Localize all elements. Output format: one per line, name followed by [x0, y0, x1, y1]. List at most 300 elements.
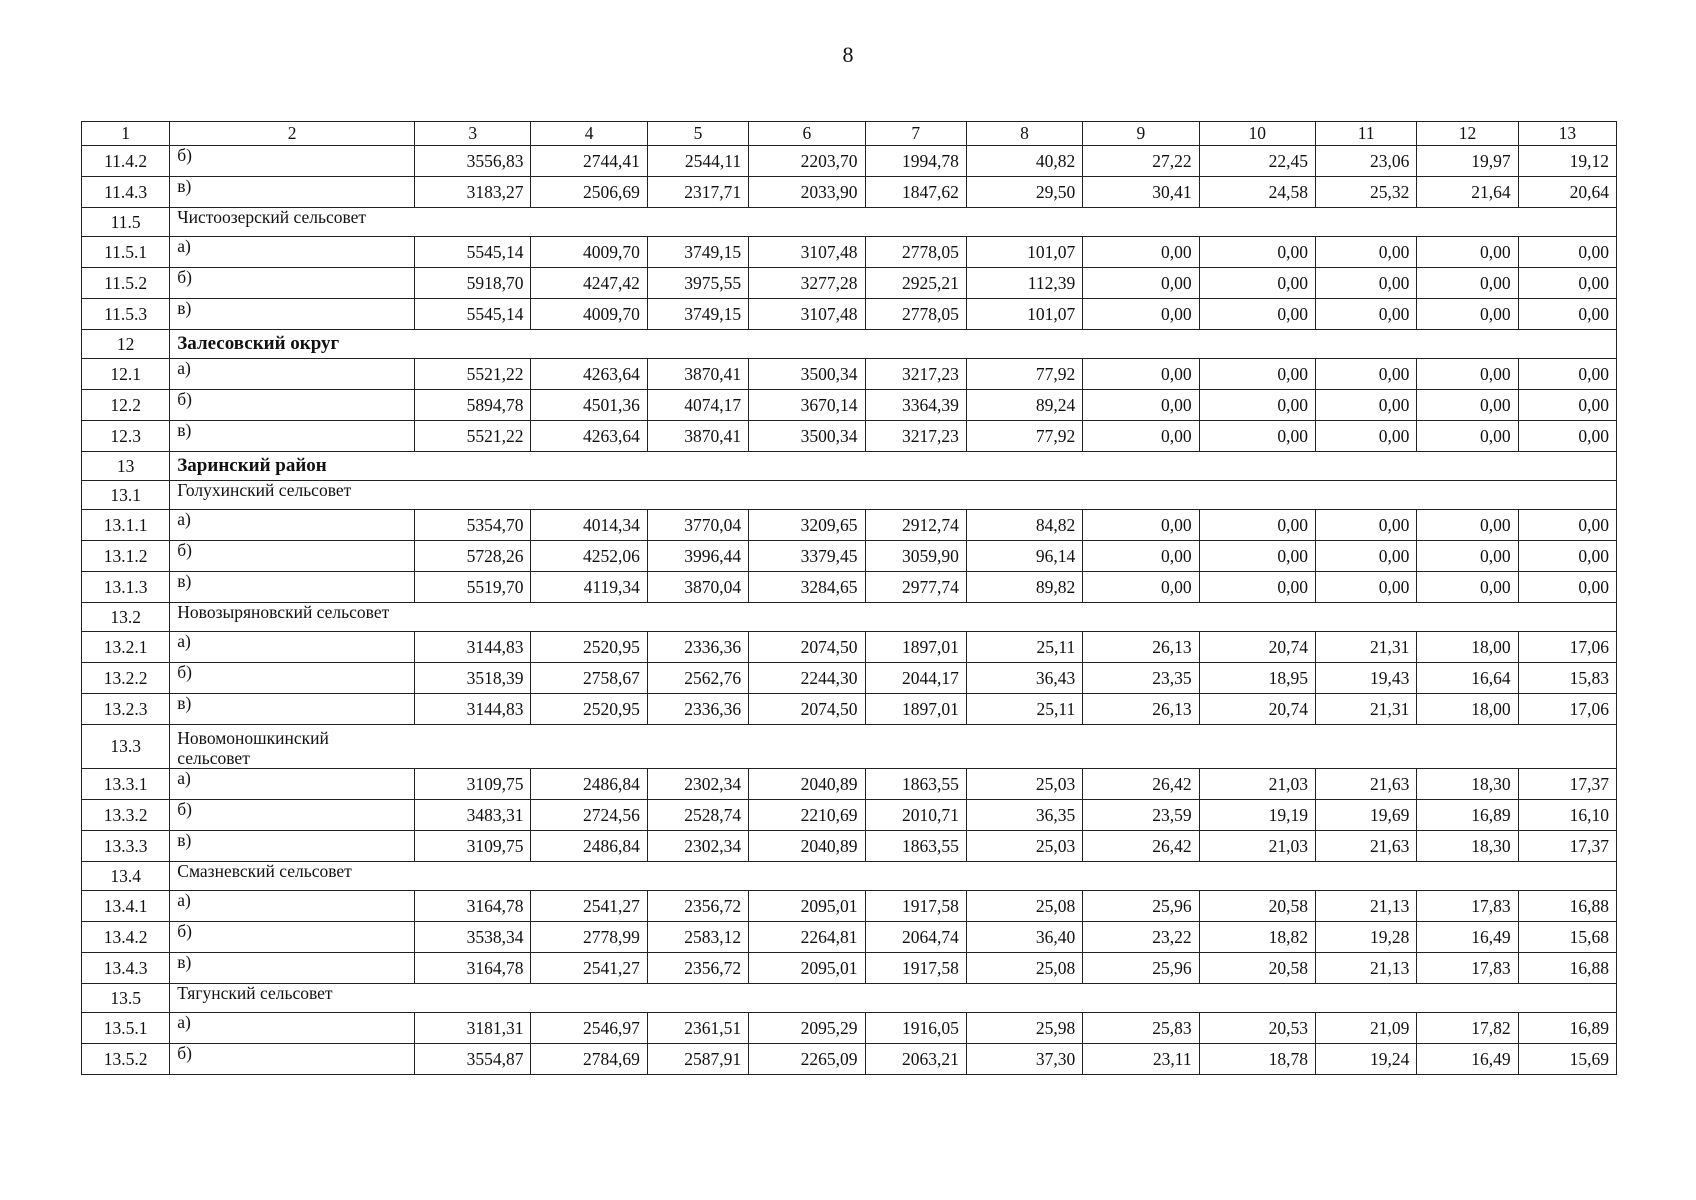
- value-cell: 17,06: [1518, 632, 1616, 663]
- section-row: [82, 862, 1617, 891]
- row-variant: а): [170, 510, 415, 541]
- row-code: 13.5.2: [82, 1044, 170, 1075]
- row-variant: б): [170, 146, 415, 177]
- value-cell: 0,00: [1417, 237, 1518, 268]
- section-name: [170, 208, 1617, 237]
- table-row: [82, 541, 1617, 572]
- value-cell: 0,00: [1083, 390, 1199, 421]
- value-cell: 2210,69: [749, 800, 865, 831]
- value-cell: 2203,70: [749, 146, 865, 177]
- value-cell: 0,00: [1199, 541, 1315, 572]
- table-row: [82, 769, 1617, 800]
- row-code: 13.1.2: [82, 541, 170, 572]
- value-cell: 4247,42: [531, 268, 647, 299]
- row-variant: а): [170, 237, 415, 268]
- value-cell: 0,00: [1083, 359, 1199, 390]
- row-code: 13: [82, 452, 170, 481]
- value-cell: 17,37: [1518, 831, 1616, 862]
- table-row: [82, 390, 1617, 421]
- value-cell: 16,10: [1518, 800, 1616, 831]
- value-cell: 3518,39: [415, 663, 531, 694]
- value-cell: 16,88: [1518, 953, 1616, 984]
- value-cell: 2336,36: [647, 632, 748, 663]
- value-cell: 0,00: [1199, 359, 1315, 390]
- value-cell: 4252,06: [531, 541, 647, 572]
- row-code: 13.5.1: [82, 1013, 170, 1044]
- value-cell: 3144,83: [415, 632, 531, 663]
- value-cell: 0,00: [1199, 299, 1315, 330]
- value-cell: 5545,14: [415, 237, 531, 268]
- row-variant: б): [170, 541, 415, 572]
- value-cell: 2244,30: [749, 663, 865, 694]
- value-cell: 25,96: [1083, 953, 1199, 984]
- value-cell: 2361,51: [647, 1013, 748, 1044]
- value-cell: 3870,41: [647, 421, 748, 452]
- value-cell: 20,58: [1199, 953, 1315, 984]
- value-cell: 40,82: [966, 146, 1082, 177]
- value-cell: 5519,70: [415, 572, 531, 603]
- value-cell: 15,83: [1518, 663, 1616, 694]
- value-cell: 0,00: [1083, 572, 1199, 603]
- row-code: 11.5.3: [82, 299, 170, 330]
- section-name: [170, 481, 1617, 510]
- section-name-text: Чистоозерский сельсовет: [177, 207, 367, 227]
- value-cell: 16,49: [1417, 1044, 1518, 1075]
- value-cell: 0,00: [1199, 390, 1315, 421]
- column-header: 7: [865, 122, 966, 146]
- value-cell: 19,19: [1199, 800, 1315, 831]
- value-cell: 21,03: [1199, 769, 1315, 800]
- table-row: [82, 359, 1617, 390]
- value-cell: 2264,81: [749, 922, 865, 953]
- value-cell: 112,39: [966, 268, 1082, 299]
- row-variant: в): [170, 421, 415, 452]
- column-header: 1: [82, 122, 170, 146]
- value-cell: 0,00: [1417, 541, 1518, 572]
- value-cell: 15,68: [1518, 922, 1616, 953]
- section-row: [82, 208, 1617, 237]
- value-cell: 26,42: [1083, 769, 1199, 800]
- value-cell: 25,98: [966, 1013, 1082, 1044]
- section-name-text: Новомоношкинский сельсовет: [177, 728, 329, 769]
- value-cell: 2724,56: [531, 800, 647, 831]
- value-cell: 2778,05: [865, 299, 966, 330]
- section-row: [82, 330, 1617, 359]
- value-cell: 2265,09: [749, 1044, 865, 1075]
- value-cell: 3379,45: [749, 541, 865, 572]
- value-cell: 0,00: [1199, 268, 1315, 299]
- value-cell: 2356,72: [647, 891, 748, 922]
- value-cell: 2541,27: [531, 953, 647, 984]
- table-row: [82, 663, 1617, 694]
- value-cell: 21,31: [1315, 694, 1416, 725]
- value-cell: 21,64: [1417, 177, 1518, 208]
- value-cell: 0,00: [1315, 299, 1416, 330]
- value-cell: 2317,71: [647, 177, 748, 208]
- value-cell: 2063,21: [865, 1044, 966, 1075]
- row-code: 11.4.2: [82, 146, 170, 177]
- row-code: 13.4: [82, 862, 170, 891]
- row-code: 13.2.1: [82, 632, 170, 663]
- value-cell: 3975,55: [647, 268, 748, 299]
- value-cell: 19,69: [1315, 800, 1416, 831]
- section-name: [170, 452, 1617, 481]
- row-variant: б): [170, 268, 415, 299]
- row-variant: а): [170, 769, 415, 800]
- table-row: [82, 694, 1617, 725]
- value-cell: 5894,78: [415, 390, 531, 421]
- value-cell: 17,83: [1417, 891, 1518, 922]
- value-cell: 36,43: [966, 663, 1082, 694]
- value-cell: 25,08: [966, 953, 1082, 984]
- row-code: 13.4.1: [82, 891, 170, 922]
- section-name-text: Смазневский сельсовет: [177, 861, 352, 882]
- value-cell: 19,12: [1518, 146, 1616, 177]
- row-variant: в): [170, 953, 415, 984]
- row-code: 11.4.3: [82, 177, 170, 208]
- value-cell: 15,69: [1518, 1044, 1616, 1075]
- value-cell: 5545,14: [415, 299, 531, 330]
- section-name: [170, 984, 1617, 1013]
- table-row: [82, 237, 1617, 268]
- row-code: 13.2: [82, 603, 170, 632]
- value-cell: 0,00: [1417, 510, 1518, 541]
- value-cell: 26,13: [1083, 694, 1199, 725]
- value-cell: 3059,90: [865, 541, 966, 572]
- value-cell: 1863,55: [865, 831, 966, 862]
- value-cell: 36,40: [966, 922, 1082, 953]
- value-cell: 0,00: [1417, 299, 1518, 330]
- header-row: [82, 122, 1617, 146]
- value-cell: 3217,23: [865, 421, 966, 452]
- value-cell: 16,64: [1417, 663, 1518, 694]
- value-cell: 16,49: [1417, 922, 1518, 953]
- column-header: 6: [749, 122, 865, 146]
- row-variant: а): [170, 359, 415, 390]
- section-name: [170, 862, 1617, 891]
- value-cell: 1847,62: [865, 177, 966, 208]
- column-header: 5: [647, 122, 748, 146]
- section-name-text: Залесовский округ: [177, 333, 340, 355]
- value-cell: 0,00: [1518, 359, 1616, 390]
- value-cell: 2044,17: [865, 663, 966, 694]
- value-cell: 4014,34: [531, 510, 647, 541]
- value-cell: 0,00: [1417, 390, 1518, 421]
- table-row: [82, 922, 1617, 953]
- value-cell: 18,30: [1417, 769, 1518, 800]
- value-cell: 23,22: [1083, 922, 1199, 953]
- row-variant: б): [170, 1044, 415, 1075]
- value-cell: 3538,34: [415, 922, 531, 953]
- value-cell: 2520,95: [531, 632, 647, 663]
- value-cell: 19,97: [1417, 146, 1518, 177]
- value-cell: 0,00: [1083, 421, 1199, 452]
- table-row: [82, 572, 1617, 603]
- row-code: 12.2: [82, 390, 170, 421]
- value-cell: 96,14: [966, 541, 1082, 572]
- section-row: [82, 481, 1617, 510]
- row-code: 13.3.2: [82, 800, 170, 831]
- row-code: 13.1: [82, 481, 170, 510]
- value-cell: 2541,27: [531, 891, 647, 922]
- value-cell: 89,24: [966, 390, 1082, 421]
- value-cell: 30,41: [1083, 177, 1199, 208]
- value-cell: 3554,87: [415, 1044, 531, 1075]
- value-cell: 21,63: [1315, 831, 1416, 862]
- value-cell: 0,00: [1518, 237, 1616, 268]
- value-cell: 1897,01: [865, 632, 966, 663]
- value-cell: 2546,97: [531, 1013, 647, 1044]
- table-row: [82, 1013, 1617, 1044]
- value-cell: 25,83: [1083, 1013, 1199, 1044]
- value-cell: 3183,27: [415, 177, 531, 208]
- value-cell: 18,00: [1417, 694, 1518, 725]
- value-cell: 1916,05: [865, 1013, 966, 1044]
- value-cell: 2758,67: [531, 663, 647, 694]
- value-cell: 2506,69: [531, 177, 647, 208]
- value-cell: 25,11: [966, 694, 1082, 725]
- value-cell: 4263,64: [531, 421, 647, 452]
- value-cell: 17,82: [1417, 1013, 1518, 1044]
- value-cell: 19,43: [1315, 663, 1416, 694]
- value-cell: 2040,89: [749, 769, 865, 800]
- value-cell: 0,00: [1518, 268, 1616, 299]
- value-cell: 3107,48: [749, 237, 865, 268]
- value-cell: 4009,70: [531, 299, 647, 330]
- value-cell: 26,13: [1083, 632, 1199, 663]
- row-variant: в): [170, 572, 415, 603]
- value-cell: 23,06: [1315, 146, 1416, 177]
- row-code: 12: [82, 330, 170, 359]
- row-variant: б): [170, 390, 415, 421]
- value-cell: 5521,22: [415, 421, 531, 452]
- value-cell: 3109,75: [415, 831, 531, 862]
- table-row: [82, 146, 1617, 177]
- row-variant: б): [170, 922, 415, 953]
- section-row: [82, 984, 1617, 1013]
- row-code: 13.3.3: [82, 831, 170, 862]
- value-cell: 0,00: [1083, 299, 1199, 330]
- value-cell: 1994,78: [865, 146, 966, 177]
- value-cell: 77,92: [966, 359, 1082, 390]
- value-cell: 20,64: [1518, 177, 1616, 208]
- value-cell: 25,32: [1315, 177, 1416, 208]
- table-row: [82, 1044, 1617, 1075]
- value-cell: 20,58: [1199, 891, 1315, 922]
- row-variant: а): [170, 632, 415, 663]
- page-number: 8: [842, 42, 854, 67]
- value-cell: 25,08: [966, 891, 1082, 922]
- value-cell: 21,09: [1315, 1013, 1416, 1044]
- table-row: [82, 510, 1617, 541]
- value-cell: 2520,95: [531, 694, 647, 725]
- value-cell: 19,28: [1315, 922, 1416, 953]
- value-cell: 84,82: [966, 510, 1082, 541]
- value-cell: 2977,74: [865, 572, 966, 603]
- value-cell: 4119,34: [531, 572, 647, 603]
- row-variant: в): [170, 694, 415, 725]
- value-cell: 0,00: [1417, 359, 1518, 390]
- value-cell: 18,82: [1199, 922, 1315, 953]
- value-cell: 0,00: [1199, 510, 1315, 541]
- value-cell: 0,00: [1315, 541, 1416, 572]
- value-cell: 23,11: [1083, 1044, 1199, 1075]
- value-cell: 101,07: [966, 237, 1082, 268]
- section-name-text: Голухинский сельсовет: [177, 480, 352, 500]
- row-code: 13.3.1: [82, 769, 170, 800]
- value-cell: 4009,70: [531, 237, 647, 268]
- value-cell: 3749,15: [647, 299, 748, 330]
- row-code: 11.5: [82, 208, 170, 237]
- table-body: [82, 122, 1617, 1075]
- value-cell: 0,00: [1518, 572, 1616, 603]
- row-code: 13.2.2: [82, 663, 170, 694]
- value-cell: 0,00: [1315, 268, 1416, 299]
- value-cell: 21,13: [1315, 891, 1416, 922]
- value-cell: 1863,55: [865, 769, 966, 800]
- value-cell: 3209,65: [749, 510, 865, 541]
- value-cell: 89,82: [966, 572, 1082, 603]
- value-cell: 2778,99: [531, 922, 647, 953]
- value-cell: 2033,90: [749, 177, 865, 208]
- value-cell: 3144,83: [415, 694, 531, 725]
- value-cell: 0,00: [1083, 237, 1199, 268]
- section-name: [170, 725, 1617, 769]
- value-cell: 21,03: [1199, 831, 1315, 862]
- value-cell: 2778,05: [865, 237, 966, 268]
- value-cell: 4074,17: [647, 390, 748, 421]
- value-cell: 2356,72: [647, 953, 748, 984]
- tariff-table: [81, 121, 1617, 1075]
- value-cell: 3996,44: [647, 541, 748, 572]
- value-cell: 18,00: [1417, 632, 1518, 663]
- value-cell: 25,03: [966, 769, 1082, 800]
- value-cell: 22,45: [1199, 146, 1315, 177]
- value-cell: 1917,58: [865, 953, 966, 984]
- row-code: 12.3: [82, 421, 170, 452]
- value-cell: 3500,34: [749, 421, 865, 452]
- value-cell: 3770,04: [647, 510, 748, 541]
- table-row: [82, 177, 1617, 208]
- value-cell: 3483,31: [415, 800, 531, 831]
- value-cell: 26,42: [1083, 831, 1199, 862]
- value-cell: 2583,12: [647, 922, 748, 953]
- value-cell: 16,89: [1417, 800, 1518, 831]
- value-cell: 2302,34: [647, 769, 748, 800]
- value-cell: 18,95: [1199, 663, 1315, 694]
- value-cell: 2064,74: [865, 922, 966, 953]
- column-header: 8: [966, 122, 1082, 146]
- value-cell: 25,11: [966, 632, 1082, 663]
- table-row: [82, 268, 1617, 299]
- value-cell: 24,58: [1199, 177, 1315, 208]
- row-variant: б): [170, 663, 415, 694]
- row-code: 13.2.3: [82, 694, 170, 725]
- value-cell: 2912,74: [865, 510, 966, 541]
- value-cell: 3109,75: [415, 769, 531, 800]
- value-cell: 3670,14: [749, 390, 865, 421]
- value-cell: 0,00: [1518, 299, 1616, 330]
- column-header: 3: [415, 122, 531, 146]
- value-cell: 27,22: [1083, 146, 1199, 177]
- table-row: [82, 831, 1617, 862]
- value-cell: 0,00: [1518, 510, 1616, 541]
- value-cell: 23,59: [1083, 800, 1199, 831]
- value-cell: 17,83: [1417, 953, 1518, 984]
- value-cell: 25,03: [966, 831, 1082, 862]
- value-cell: 5521,22: [415, 359, 531, 390]
- row-code: 13.1.1: [82, 510, 170, 541]
- row-variant: в): [170, 177, 415, 208]
- value-cell: 36,35: [966, 800, 1082, 831]
- value-cell: 3107,48: [749, 299, 865, 330]
- section-row: [82, 725, 1617, 769]
- value-cell: 2528,74: [647, 800, 748, 831]
- row-code: 13.4.2: [82, 922, 170, 953]
- section-name: [170, 603, 1617, 632]
- value-cell: 17,06: [1518, 694, 1616, 725]
- column-header: 4: [531, 122, 647, 146]
- value-cell: 3217,23: [865, 359, 966, 390]
- value-cell: 3870,04: [647, 572, 748, 603]
- value-cell: 2302,34: [647, 831, 748, 862]
- value-cell: 2784,69: [531, 1044, 647, 1075]
- table-row: [82, 891, 1617, 922]
- value-cell: 3164,78: [415, 891, 531, 922]
- value-cell: 0,00: [1518, 390, 1616, 421]
- value-cell: 18,78: [1199, 1044, 1315, 1075]
- value-cell: 21,13: [1315, 953, 1416, 984]
- value-cell: 0,00: [1083, 510, 1199, 541]
- table-row: [82, 421, 1617, 452]
- value-cell: 77,92: [966, 421, 1082, 452]
- value-cell: 2095,01: [749, 953, 865, 984]
- value-cell: 4501,36: [531, 390, 647, 421]
- value-cell: 0,00: [1518, 421, 1616, 452]
- column-header: 2: [170, 122, 415, 146]
- value-cell: 19,24: [1315, 1044, 1416, 1075]
- value-cell: 2486,84: [531, 769, 647, 800]
- value-cell: 16,88: [1518, 891, 1616, 922]
- row-variant: а): [170, 891, 415, 922]
- value-cell: 2095,01: [749, 891, 865, 922]
- value-cell: 0,00: [1315, 359, 1416, 390]
- value-cell: 21,63: [1315, 769, 1416, 800]
- value-cell: 3181,31: [415, 1013, 531, 1044]
- value-cell: 29,50: [966, 177, 1082, 208]
- value-cell: 1917,58: [865, 891, 966, 922]
- value-cell: 18,30: [1417, 831, 1518, 862]
- value-cell: 3870,41: [647, 359, 748, 390]
- value-cell: 20,53: [1199, 1013, 1315, 1044]
- section-row: [82, 452, 1617, 481]
- section-name-text: Тягунский сельсовет: [177, 983, 333, 1004]
- row-code: 11.5.1: [82, 237, 170, 268]
- value-cell: 101,07: [966, 299, 1082, 330]
- row-variant: в): [170, 831, 415, 862]
- row-code: 13.5: [82, 984, 170, 1013]
- row-variant: в): [170, 299, 415, 330]
- value-cell: 3364,39: [865, 390, 966, 421]
- column-header: 12: [1417, 122, 1518, 146]
- column-header: 11: [1315, 122, 1416, 146]
- row-variant: б): [170, 800, 415, 831]
- value-cell: 0,00: [1518, 541, 1616, 572]
- value-cell: 16,89: [1518, 1013, 1616, 1044]
- section-name-text: Новозыряновский сельсовет: [177, 602, 390, 622]
- value-cell: 2074,50: [749, 694, 865, 725]
- value-cell: 1897,01: [865, 694, 966, 725]
